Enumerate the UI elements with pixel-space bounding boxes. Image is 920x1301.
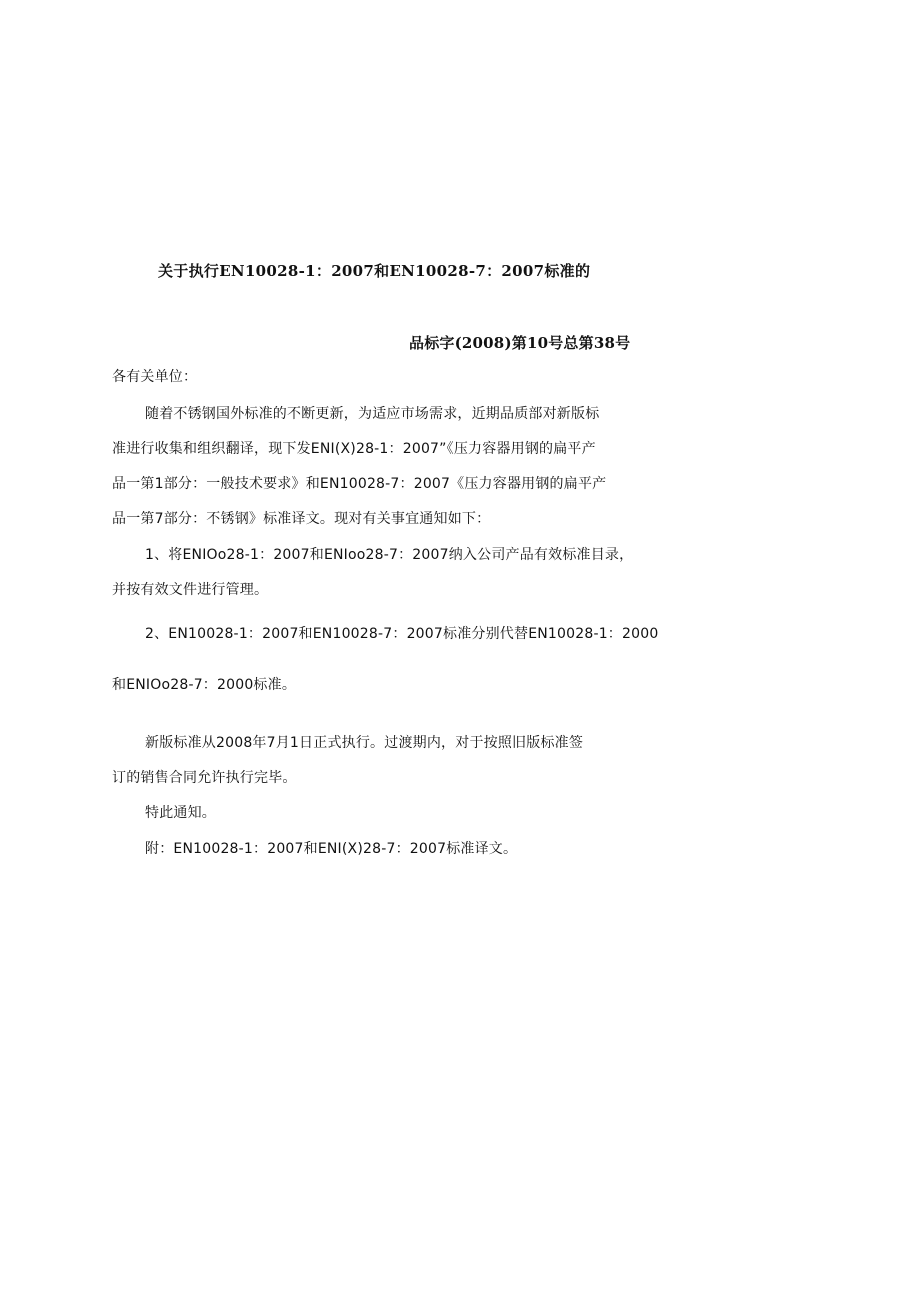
item-1-line-2: 并按有效文件进行管理。 bbox=[112, 582, 269, 598]
paragraph-1-line-1: 随着不锈钢国外标准的不断更新，为适应市场需求，近期品质部对新版标 bbox=[145, 406, 600, 422]
item-2-line-1: 2、EN10028-1：2007和EN10028-7：2007标准分别代替EN10028-1：2000 bbox=[145, 626, 659, 642]
document-number: 品标字(2008)第10号总第38号 bbox=[409, 334, 631, 352]
closing-text: 特此通知。 bbox=[145, 805, 216, 821]
paragraph-1-line-4: 品一第7部分：不锈钢》标准译文。现对有关事宜通知如下： bbox=[112, 511, 491, 527]
paragraph-2-line-2: 订的销售合同允许执行完毕。 bbox=[112, 770, 297, 786]
paragraph-1-line-3: 品一第1部分：一般技术要求》和EN10028-7：2007《压力容器用钢的扁平产 bbox=[112, 476, 607, 492]
paragraph-1-line-2: 准进行收集和组织翻译，现下发ENI(X)28-1：2007”《压力容器用钢的扁平产 bbox=[112, 441, 596, 457]
document-title: 关于执行EN10028-1：2007和EN10028-7：2007标准的 bbox=[158, 262, 591, 280]
item-1-line-1: 1、将ENIOo28-1：2007和ENIoo28-7：2007纳入公司产品有效标准目录， bbox=[145, 547, 634, 563]
paragraph-2-line-1: 新版标准从2008年7月1日正式执行。过渡期内，对于按照旧版标准签 bbox=[145, 735, 584, 751]
item-2-line-2: 和ENIOo28-7：2000标准。 bbox=[112, 677, 297, 693]
salutation: 各有关单位： bbox=[112, 369, 198, 385]
attachment-text: 附：EN10028-1：2007和ENI(X)28-7：2007标准译文。 bbox=[145, 841, 518, 857]
